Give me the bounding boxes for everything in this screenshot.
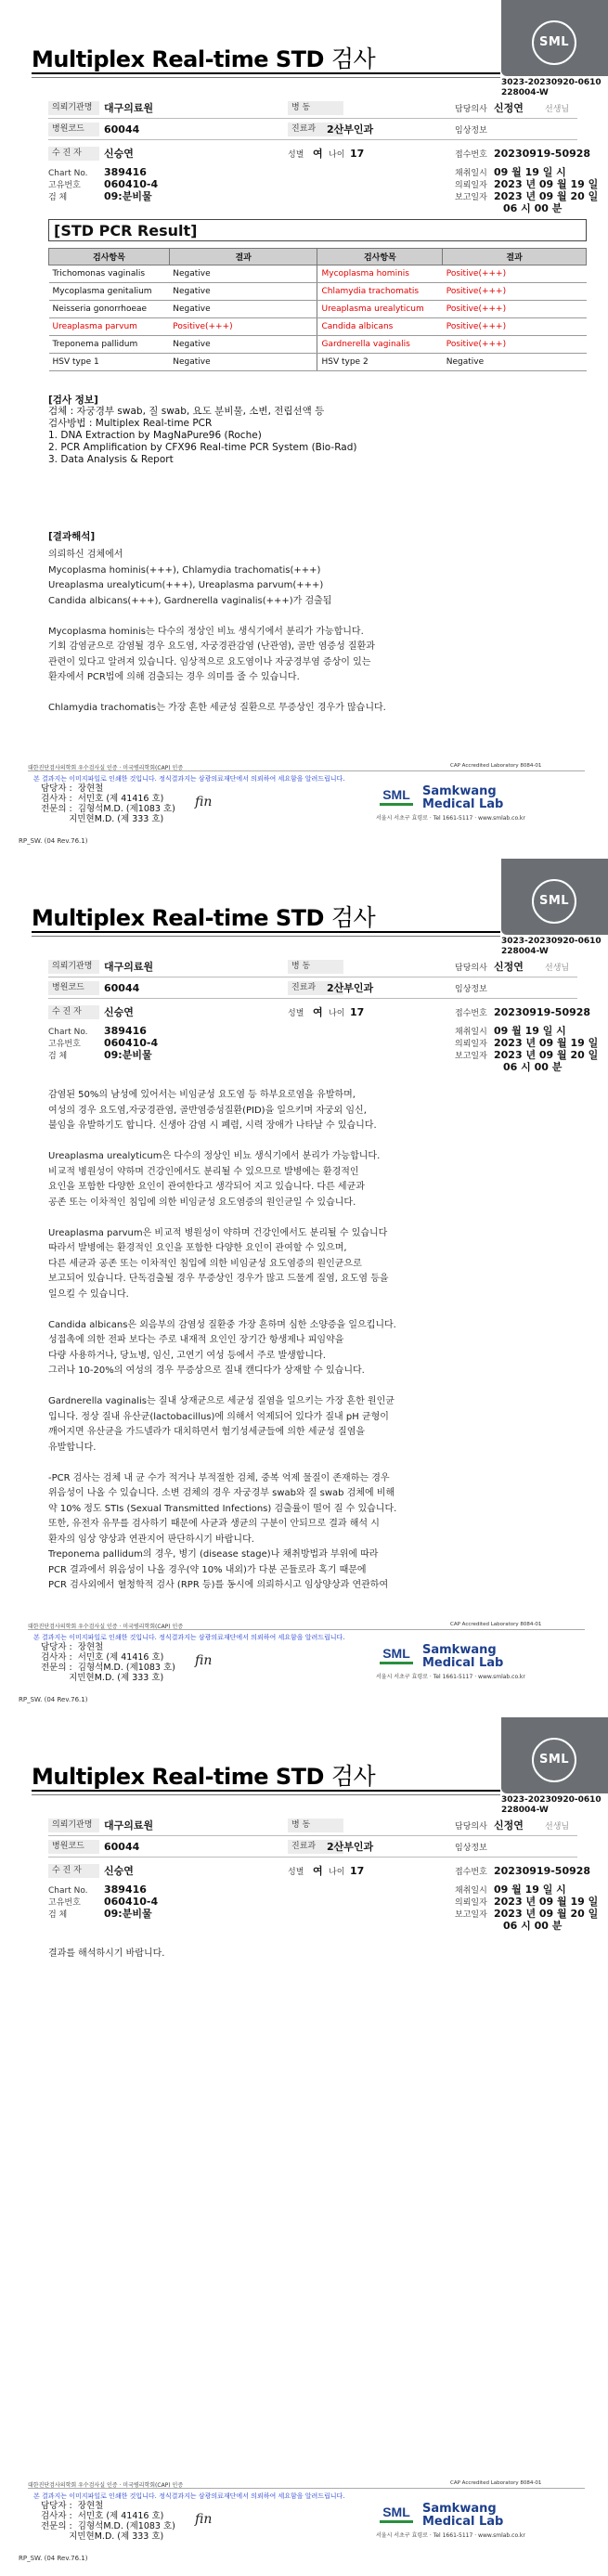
result-row (49, 336, 587, 354)
form-code: RP_SW. (04 Rev.76.1) (19, 2555, 88, 2562)
test-result: Positive(+++) (443, 301, 587, 318)
doctor-label: 담당의사 (455, 105, 487, 114)
test-result: Positive(+++) (443, 265, 587, 283)
signers: 담당자 : 장현철 검사자 : 서민호 (제 41416 호) 전문의 : 김형석M.D. (제1083 호) 지민현M.D. (제 333 호) (41, 1642, 175, 1683)
barcode-number: 3023-20230920-0610 228004-W (501, 1795, 602, 1815)
doctor-label: 담당의사 (455, 964, 487, 973)
col-result-right: 결과 (443, 249, 587, 265)
clinic-value: 2산부인과 (327, 1841, 374, 1853)
receipt-value: 20230919-50928 (494, 148, 591, 160)
header-rule (32, 72, 500, 74)
lab-address: 서울시 서초구 효령로 · Tel 1661-5117 · www.smlab.co.kr (376, 1674, 525, 1680)
header-rule (32, 931, 500, 933)
lab-address: 서울시 서초구 효령로 · Tel 1661-5117 · www.smlab.co.kr (376, 2532, 525, 2539)
result-row (49, 265, 587, 283)
result-table (48, 248, 587, 371)
name-label: 수 진 자 (48, 147, 99, 161)
test-result: Negative (169, 283, 317, 301)
collect-label: 채취일시 (455, 169, 487, 178)
signers: 담당자 : 장현철 검사자 : 서민호 (제 41416 호) 전문의 : 김형석M.D. (제1083 호) 지민현M.D. (제 333 호) (41, 783, 175, 824)
test-name: Gardnerella vaginalis (317, 336, 443, 354)
collect-label: 채취일시 (455, 1886, 487, 1896)
clinical-label: 임상정보 (455, 126, 487, 136)
report-value: 2023 년 09 월 20 일 (494, 190, 599, 202)
age-value: 17 (350, 148, 365, 160)
doctor-label: 담당의사 (455, 1822, 487, 1832)
header-rule (32, 1790, 500, 1792)
result-row (49, 354, 587, 371)
interpretation-text-continued: 감염된 50%의 남성에 있어서는 비임균성 요도염 등 하부요로염을 유발하며, 여성의 경우 요도염,자궁경관염, 골반염증성질환(PID)을 일으키며 자궁외 임신, 불임을 유발하기도 합니다. 신생아 감염 시 폐렴, 시력 장애가 나타날 수 있습니다. Ureaplasma urealyticum은 다수의 정상인 비뇨 생식기에서 분리가 가능합니다. 비교적 병원성이 약하며 건강인에서도 분리될 수 있으므로 발병에는 환경적인 요인을 포함한 다양한 요인이 관여한다고 생각되어 지고 있습니다. 다른 세균과 공존 또는 이차적인 침입에 의한 비임균성 요도염증의 원인균일 수 있습니다. Ureaplasma parvum은 비교적 병원성이 약하며 건강인에서도 분리될 수 있습니다 따라서 발병에는 환경적인 요인을 포함한 다양한 요인이 관여할 수 있으며, 다른 세균과 공존 또는 이차적인 침입에 의한 비임균성 요도염증의 원인균으로 보고되어 있습니다. 단독검출될 경우 무증상인 경우가 많고 드물게 질염, 요도염 등을 일으킬 수 있습니다. Candida albicans은 외음부의 감염성 질환중 가장 흔하며 심한 소양증을 일으킵니다. 성접촉에 의한 전파 보다는 주로 내재적 요인인 장기간 항생제나 피임약을 다량 사용하거나, 당뇨병, 임신, 고연기 여성 등에서 주로 발생합니다. 그러나 10-20%의 여성의 경우 무증상으로 질내 캔디다가 상재할 수 있습니다. Gardnerella vaginalis는 질내 상재균으로 세균성 질염을 일으키는 가장 흔한 원인균 입니다. 정상 질내 유산균(lactobacillus)에 의해서 억제되어 있다가 질내 pH 균형이 깨어지면 유산균을 가드넬라가 대치하면서 혐기성세균들에 의한 세균성 질염을 유발합니다. -PCR 검사는 검체 내 균 수가 적거나 부적절한 검체, 중복 억제 물질이 존재하는 경우 위음성이 나올 수 있습니다. 소변 검체의 경우 자궁경부 swab와 질 swab 검체에 비해 약 10% 정도 STIs (Sexual Transmitted Infections) 검출률이 떨어 질 수 있습니다. 또한, 유전자 유무를 검사하기 때문에 사균과 생균의 구분이 안되므로 결과 해석 시 환자의 임상 양상과 연관지어 판단하시기 바랍니다. Treponema pallidum의 경우, 병기 (disease stage)나 채취방법과 부위에 따라 PCR 결과에서 위음성이 나올 경우(약 10% 내외)가 다분 곤듈로라 혹기 때문에 PCR 검사외에서 혈청학적 검사 (RPR 등)를 동시에 의뢰하시고 임상양상과 연관하여 (48, 1090, 397, 1590)
col-item-right: 검사항목 (317, 249, 443, 265)
cert-text: 대한진단검사의학회 우수검사실 인증 · 미국병리학회(CAP) 인증 (28, 765, 184, 771)
doctor-mark: 선생님 (545, 964, 570, 973)
method-text: 검체 : 자궁경부 swab, 질 swab, 요도 분비물, 소변, 전립선액 등 검사방법 : Multiplex Real-time PCR 1. DNA Extraction by MagNaPure96 (Roche) 2. PCR Amplification by CFX96 Real-time PCR System (Bio-Rad) 3. Data Analysis & Report (48, 406, 357, 465)
hospital-value: 대구의료원 (104, 102, 154, 114)
doctor-mark: 선생님 (545, 105, 570, 114)
test-result: Negative (169, 336, 317, 354)
test-name: Mycoplasma genitalium (49, 283, 170, 301)
cert-text: 대한진단검사의학회 우수검사실 인증 · 미국병리학회(CAP) 인증 (28, 1624, 184, 1630)
info-divider (48, 1835, 577, 1836)
print-note: 본 결과지는 이미지파일로 인쇄한 것입니다. 정식결과지는 삼광의료재단에서 의뢰하여 세요함을 알려드립니다. (33, 2492, 345, 2500)
specimen-value: 09:분비물 (104, 1049, 152, 1061)
report-label: 보고일자 (455, 1052, 487, 1061)
test-name: HSV type 2 (317, 354, 443, 371)
sml-logo-icon: SML (532, 879, 576, 924)
request-label: 의뢰일자 (455, 181, 487, 190)
receipt-label: 접수번호 (455, 1009, 487, 1018)
doctor-mark: 선생님 (545, 1822, 570, 1832)
report-label: 보고일자 (455, 1910, 487, 1920)
hospital-value: 대구의료원 (104, 961, 154, 973)
header-rule-thin (32, 1794, 500, 1795)
col-result-left: 결과 (169, 249, 317, 265)
specimen-value: 09:분비물 (104, 1908, 152, 1920)
report-value: 2023 년 09 월 20 일 (494, 1049, 599, 1061)
lab-name: Samkwang Medical Lab (422, 784, 504, 811)
sex-value: 여 (313, 148, 323, 160)
report-title: Multiplex Real-time STD 검사 (32, 1763, 376, 1790)
unique-value: 060410-4 (104, 1037, 159, 1049)
clinic-value: 2산부인과 (327, 982, 374, 994)
info-row-code (48, 120, 577, 138)
chart-value: 389416 (104, 1883, 147, 1896)
name-value: 신승연 (104, 1006, 134, 1018)
doctor-value: 신정연 (494, 102, 524, 114)
specimen-label: 검 체 (48, 1052, 68, 1061)
print-note: 본 결과지는 이미지파일로 인쇄한 것입니다. 정식결과지는 삼광의료재단에서 의뢰하여 세요함을 알려드립니다. (33, 1634, 345, 1641)
result-row (49, 283, 587, 301)
info-row-hospital (48, 1816, 577, 1834)
hospital-value: 대구의료원 (104, 1819, 154, 1832)
info-row-hospital (48, 957, 577, 976)
sex-label: 성별 (288, 1868, 304, 1877)
test-result: Negative (169, 354, 317, 371)
svg-text:SML: SML (382, 787, 410, 802)
result-row (49, 301, 587, 318)
cap-code: CAP Accredited Laboratory 8084-01 (450, 763, 542, 769)
request-value: 2023 년 09 월 19 일 (494, 1896, 599, 1908)
request-label: 의뢰일자 (455, 1898, 487, 1908)
hospital-label: 의뢰기관명 (48, 101, 99, 115)
receipt-label: 접수번호 (455, 150, 487, 160)
cap-code: CAP Accredited Laboratory 8084-01 (450, 2480, 542, 2486)
info-divider (48, 1857, 577, 1858)
sex-value: 여 (313, 1865, 323, 1877)
result-header-row (49, 249, 587, 265)
sml-logo-icon: SML (532, 1738, 576, 1782)
request-label: 의뢰일자 (455, 1040, 487, 1049)
info-row-code (48, 978, 577, 997)
sml-lab-logo-icon (376, 2501, 417, 2527)
info-divider (48, 118, 577, 119)
unique-label: 고유번호 (48, 1898, 81, 1908)
receipt-value: 20230919-50928 (494, 1006, 591, 1018)
svg-text:SML: SML (382, 2505, 410, 2519)
age-value: 17 (350, 1006, 365, 1018)
info-row-name (48, 1861, 591, 1880)
collect-value: 09 월 19 일 시 (494, 1025, 566, 1037)
svg-text:SML: SML (382, 1646, 410, 1661)
cap-code: CAP Accredited Laboratory 8084-01 (450, 1622, 542, 1627)
signature: fin (195, 1653, 213, 1668)
info-row-hospital (48, 98, 577, 117)
chart-value: 389416 (104, 1025, 147, 1037)
result-title: [STD PCR Result] (54, 222, 198, 239)
ward-label: 병 동 (288, 101, 343, 115)
unique-value: 060410-4 (104, 1896, 159, 1908)
info-row-name (48, 1003, 591, 1021)
sex-value: 여 (313, 1006, 323, 1018)
lab-address: 서울시 서초구 효령로 · Tel 1661-5117 · www.smlab.co.kr (376, 815, 525, 822)
sex-label: 성별 (288, 150, 304, 160)
request-value: 2023 년 09 월 19 일 (494, 178, 599, 190)
info-divider (48, 998, 577, 999)
report-page-3 (0, 1717, 608, 2576)
clinic-label: 진료과 (288, 981, 343, 995)
code-value: 60044 (104, 1841, 140, 1853)
info-row-code (48, 1837, 577, 1856)
name-label: 수 진 자 (48, 1864, 99, 1878)
chart-value: 389416 (104, 166, 147, 178)
report-value: 2023 년 09 월 20 일 (494, 1908, 599, 1920)
test-name: Trichomonas vaginalis (49, 265, 170, 283)
age-label: 나이 (329, 1868, 345, 1877)
clinical-label: 임상정보 (455, 985, 487, 994)
test-name: Ureaplasma parvum (49, 318, 170, 336)
method-heading: [검사 정보] (48, 395, 98, 406)
test-result: Positive(+++) (169, 318, 317, 336)
sml-lab-logo-icon (376, 783, 417, 809)
test-name: Mycoplasma hominis (317, 265, 443, 283)
age-label: 나이 (329, 1009, 345, 1018)
report-time: 06 시 00 분 (503, 1061, 563, 1073)
test-name: HSV type 1 (49, 354, 170, 371)
col-item-left: 검사항목 (49, 249, 170, 265)
code-label: 병원코드 (48, 1840, 99, 1854)
sml-lab-logo-icon (376, 1642, 417, 1668)
code-value: 60044 (104, 123, 140, 136)
interpretation-text: 의뢰하신 검체에서 Mycoplasma hominis(+++), Chlamydia trachomatis(+++) Ureaplasma urealyticum(+++), Ureaplasma parvum(+++) Candida albicans(+++), Gardnerella vaginalis(+++)가 검출됨 Mycoplasma hominis는 다수의 정상인 비뇨 생식기에서 분리가 가능합니다. 기회 감염균으로 감염될 경우 요도염, 자궁경관감염 (난관염), 골반 염증성 질환과 관련이 있다고 알려져 있습니다. 임상적으로 요도염이나 자궁경부염 증상이 있는 환자에서 PCR법에 의해 검출되는 경우 의미를 줄 수 있습니다. Chlamydia trachomatis는 가장 흔한 세균성 질환으로 무증상인 경우가 많습니다. (48, 550, 386, 713)
clinic-label: 진료과 (288, 1840, 343, 1854)
test-name: Neisseria gonorrhoeae (49, 301, 170, 318)
collect-label: 채취일시 (455, 1028, 487, 1037)
test-result: Positive(+++) (443, 318, 587, 336)
specimen-value: 09:분비물 (104, 190, 152, 202)
unique-label: 고유번호 (48, 1040, 81, 1049)
hospital-label: 의뢰기관명 (48, 1819, 99, 1832)
report-time: 06 시 00 분 (503, 1920, 563, 1932)
test-result: Negative (443, 354, 587, 371)
info-divider (48, 139, 577, 140)
code-label: 병원코드 (48, 981, 99, 995)
request-value: 2023 년 09 월 19 일 (494, 1037, 599, 1049)
signature: fin (195, 2512, 213, 2527)
specimen-label: 검 체 (48, 193, 68, 202)
collect-value: 09 월 19 일 시 (494, 1883, 566, 1896)
cert-text: 대한진단검사의학회 우수검사실 인증 · 미국병리학회(CAP) 인증 (28, 2482, 184, 2489)
ward-label: 병 동 (288, 960, 343, 974)
age-label: 나이 (329, 150, 345, 160)
code-label: 병원코드 (48, 123, 99, 136)
interpretation-heading: [결과해석] (48, 531, 96, 542)
form-code: RP_SW. (04 Rev.76.1) (19, 1696, 88, 1703)
name-value: 신승연 (104, 1865, 134, 1877)
interpretation-text-end: 결과를 해석하시기 바랍니다. (48, 1948, 165, 1959)
hospital-label: 의뢰기관명 (48, 960, 99, 974)
barcode-number: 3023-20230920-0610 228004-W (501, 78, 602, 97)
report-page-2 (0, 859, 608, 1717)
chart-label: Chart No. (48, 169, 88, 178)
clinic-value: 2산부인과 (327, 123, 374, 136)
report-page-1 (0, 0, 608, 859)
sml-logo-icon: SML (532, 20, 576, 65)
test-result: Negative (169, 265, 317, 283)
signers: 담당자 : 장현철 검사자 : 서민호 (제 41416 호) 전문의 : 김형석M.D. (제1083 호) 지민현M.D. (제 333 호) (41, 2501, 175, 2542)
collect-value: 09 월 19 일 시 (494, 166, 566, 178)
name-label: 수 진 자 (48, 1005, 99, 1019)
unique-label: 고유번호 (48, 181, 81, 190)
test-name: Treponema pallidum (49, 336, 170, 354)
unique-value: 060410-4 (104, 178, 159, 190)
specimen-label: 검 체 (48, 1910, 68, 1920)
test-result: Negative (169, 301, 317, 318)
report-time: 06 시 00 분 (503, 202, 563, 214)
report-header (0, 1717, 608, 1819)
doctor-value: 신정연 (494, 1819, 524, 1832)
print-note: 본 결과지는 이미지파일로 인쇄한 것입니다. 정식결과지는 삼광의료재단에서 의뢰하여 세요함을 알려드립니다. (33, 775, 345, 783)
lab-name: Samkwang Medical Lab (422, 2502, 504, 2529)
info-row-name (48, 144, 591, 162)
clinic-label: 진료과 (288, 123, 343, 136)
code-value: 60044 (104, 982, 140, 994)
test-result: Positive(+++) (443, 336, 587, 354)
report-header (0, 859, 608, 961)
doctor-value: 신정연 (494, 961, 524, 973)
header-rule-thin (32, 936, 500, 937)
test-name: Candida albicans (317, 318, 443, 336)
ward-label: 병 동 (288, 1819, 343, 1832)
name-value: 신승연 (104, 148, 134, 160)
test-name: Chlamydia trachomatis (317, 283, 443, 301)
header-rule-thin (32, 77, 500, 78)
report-title: Multiplex Real-time STD 검사 (32, 45, 376, 72)
test-name: Ureaplasma urealyticum (317, 301, 443, 318)
lab-name: Samkwang Medical Lab (422, 1643, 504, 1670)
receipt-label: 접수번호 (455, 1868, 487, 1877)
result-row (49, 318, 587, 336)
clinical-label: 임상정보 (455, 1844, 487, 1853)
form-code: RP_SW. (04 Rev.76.1) (19, 837, 88, 845)
signature: fin (195, 795, 213, 809)
test-result: Positive(+++) (443, 283, 587, 301)
chart-label: Chart No. (48, 1886, 88, 1896)
chart-label: Chart No. (48, 1028, 88, 1037)
receipt-value: 20230919-50928 (494, 1865, 591, 1877)
report-label: 보고일자 (455, 193, 487, 202)
report-title: Multiplex Real-time STD 검사 (32, 904, 376, 931)
report-header (0, 0, 608, 102)
barcode-number: 3023-20230920-0610 228004-W (501, 937, 602, 956)
sex-label: 성별 (288, 1009, 304, 1018)
age-value: 17 (350, 1865, 365, 1877)
